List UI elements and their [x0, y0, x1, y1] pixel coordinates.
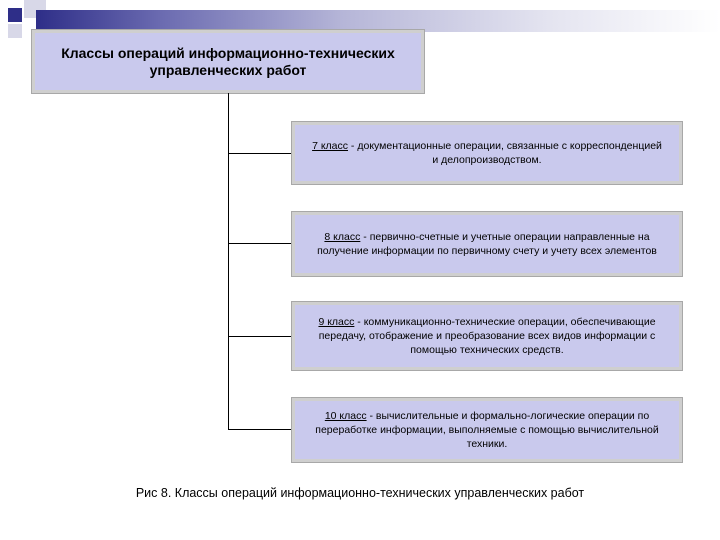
connector-trunk	[228, 93, 229, 430]
class-box-9-text	[309, 315, 665, 357]
class-id-9: 9 класс	[318, 316, 355, 328]
class-box-7-text	[309, 139, 665, 167]
diagram-title: Классы операций информационно-технических управленческих работ	[61, 44, 395, 78]
class-box-9	[292, 302, 682, 370]
decor-square-light	[8, 24, 22, 38]
class-desc-7: - документационные операции, связанные с корреспонденцией и делопроизводством.	[348, 140, 662, 166]
class-box-8	[292, 212, 682, 276]
connector-branch-9	[228, 336, 292, 337]
class-desc-9: - коммуникационно-технические операции, обеспечивающие передачу, отображение и преобразование всех видов информации с помощью технических средств.	[318, 316, 656, 356]
connector-branch-8	[228, 243, 292, 244]
diagram-title-box	[32, 30, 424, 93]
class-desc-10: - вычислительные и формально-логические операции по переработке информации, выполняемые с помощью вычислительной техники.	[315, 410, 659, 450]
connector-branch-7	[228, 153, 292, 154]
connector-branch-10	[228, 429, 292, 430]
decor-square-dark	[8, 8, 22, 22]
class-box-10	[292, 398, 682, 462]
class-box-7	[292, 122, 682, 184]
class-box-10-text	[309, 409, 665, 451]
class-id-7: 7 класс	[312, 140, 349, 152]
header-gradient-bar	[36, 10, 720, 32]
class-id-10: 10 класс	[324, 410, 367, 422]
class-box-8-text	[309, 230, 665, 258]
class-desc-8: - первично-счетные и учетные операции направленные на получение информации по первичному счету и учету всех элементов	[317, 231, 657, 257]
class-id-8: 8 класс	[324, 231, 361, 243]
figure-caption: Рис 8. Классы операций информационно-технических управленческих работ	[135, 486, 585, 500]
